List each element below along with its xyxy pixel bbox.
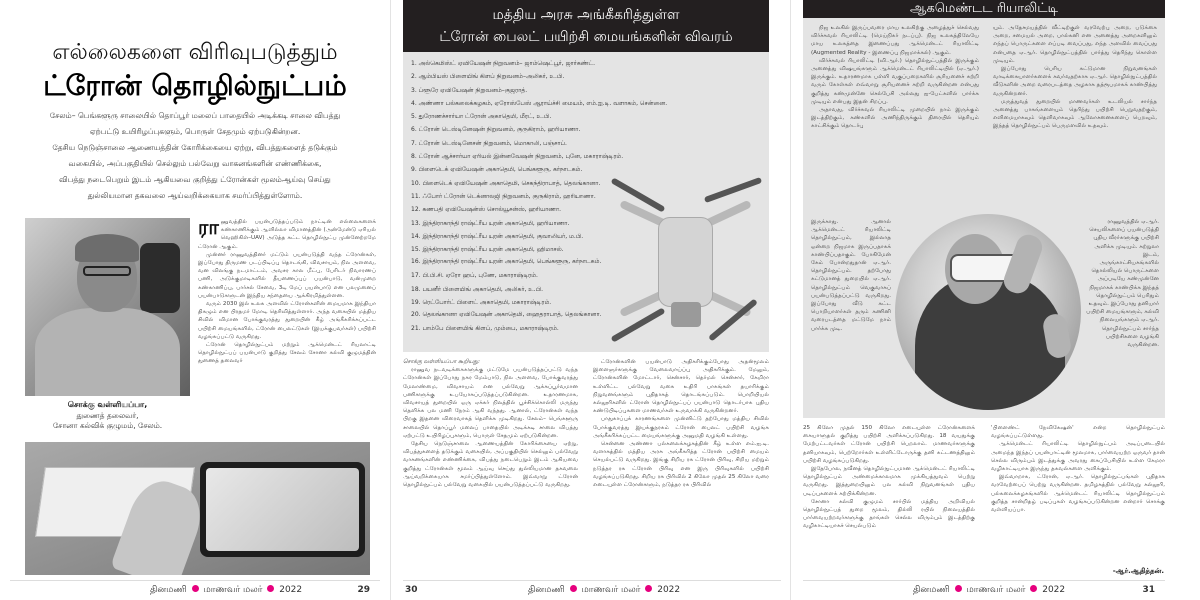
body-paragraph: சோனா கல்வி குழுமம் சார்பில் மத்திய அறிவியல் தொழில்நுட்பத் துறை மூலம், தில்லி ரயில் நிலையத்தில் பார்வையற்றவர்களுக்கு தாங்கள் செல்ல விரும்பும் இடத்திற்கு வழிகாட்டியாகச் செயல்படும்: [803, 498, 975, 530]
footer-section: மாணவர் மலர்: [203, 585, 263, 595]
body-paragraph: [198, 218, 376, 251]
training-centers-list: [411, 57, 763, 336]
photo-hair: [75, 234, 139, 262]
body-paragraph: இப்போது பெரிய கட்டுமான நிறுவனங்கள் வாடிக்கையாளர்களைக் கவர்வதற்காக ஏ.ஆர். தொழில்நுட்பத்தில் வீடுகளின் அறை வரைபடத்தை அழகாக தத்ரூபமாகக் காண்பித்து வருகின்றனர்.: [993, 66, 1157, 97]
list-item: 6. ட்ரோன் டெஸ்டினேஷன் நிறுவனம், குருகிராம், ஹரியாணா.: [411, 126, 581, 134]
bullet-dot-icon: [1030, 585, 1037, 592]
page-footer: [403, 580, 781, 600]
ar-feature-box: [803, 18, 1165, 418]
caption-role: துணைத் தலைவர்,: [76, 410, 139, 420]
bullet-dot-icon: [192, 585, 199, 592]
footer-rule: [10, 580, 380, 581]
author-byline: -ஆர்.ஆதித்தன்.: [1112, 567, 1164, 575]
bullet-dot-icon: [645, 585, 652, 592]
list-item: 10. பிளைடெக் ஏவியேஷன் அகாதெமி, செகந்திராபாத், தெலங்கானா.: [411, 179, 601, 187]
footer-section: மாணவர் மலர்: [581, 585, 641, 595]
list-item: 8. ட்ரோன் ஆச்சார்யா ஏரியல் இன்னவேஷன் நிறுவனம், புனே, மகாராஷ்டிரம்.: [411, 153, 624, 161]
list-item: 4. அண்ணா பல்கலைக்கழகம், ஏரோஸ்பேஸ் ஆராய்ச்சி மையம், எம்.ஐ.டி. வளாகம், சென்னை.: [411, 99, 668, 107]
bullet-dot-icon: [267, 585, 274, 592]
training-centers-box: [403, 52, 769, 352]
body-paragraph: விர்ச்சுவல் ரியாலிட்டி (வி.ஆர்.) தொழில்நுட்பத்தில் இருக்கும் அனைத்து விஷயங்களும் ஆக்மென்டட் ரியாலிட்டியில் (ஏ.ஆர்.) இருக்கும். உதாரணமாக பள்ளி வகுப்பறைகளில் சூரியனைச் சுற்றி வரும் கோள்கள் எவ்வாறு சூரியனைச் சுற்றி வருகின்றன என்பது குறித்து கண்முன்னே செல்பேசி அல்லது ஐ-பேட்களில் பார்க்க முடியும் என்பது இதன் சிறப்பு.: [811, 57, 979, 105]
article-columns: [403, 358, 769, 576]
list-item: 19. ரெட்போர்ட் பிளைட் அகாதெமி, மகாராஷ்டிரம்.: [411, 299, 552, 307]
lede-line: ஏற்பட்டு உயிரிழப்புகளும், பொருள் சேதமும் ஏற்படுகின்றன.: [89, 127, 301, 136]
list-item: 3. ப்ளூரே ஏவியேஷன் நிறுவனம்–குஜராத்.: [411, 86, 528, 94]
body-paragraph: 25 கிலோ முதல் 150 கிலோ எடையுள்ள ட்ரோன்களைக் கையாளுதல் குறித்து பயிற்சி அளிக்கப்படுகிறது. 18 வயதுக்கு மேற்பட்டவர்கள் ட்ரோன் பயிற்சி பெறலாம். மாணவர்களுக்கு தனியாகவும், பெற்றோர்கள் உள்ளிட்டோருக்கு தனி கட்டணத்திலும் பயிற்சி வழங்கப்படுகிறது.: [803, 425, 975, 464]
box-column: [811, 24, 979, 131]
photo-phone-screen: [206, 468, 359, 551]
article-body: [198, 218, 376, 436]
list-item: 1. அல்கெமிஸ்ட் ஏவியேஷன் நிறுவனம்– ஜாம்ஷெட்பூர், ஜார்கண்ட்.: [411, 60, 596, 67]
page-30: [390, 0, 790, 600]
section-banner: ஆகமெண்டட ரியாலிட்டி: [803, 0, 1165, 18]
box-wrap-right: ராணுவத்தில் ஏ.ஆர். செயலிகளைப் பயன்படுத்தி புதிய வீரர்களுக்கு பயிற்சி அளிக்க முடியும். சுற்றுலா இடம், அருங்காட்சியகங்களில் தொல்லியல் பொருட்களை அப்படியே கண்முன்னே நிஜமாகக் காண்பிக்க இந்தத் தொழில்நுட்பம் பெரிதும் உதவும். இப்போது தனியார் பயிற்சி மையங்களும், கல்வி நிலையங்களும் ஏ.ஆர். தொழில்நுட்பம் சார்ந்த பயிற்சிகளை வழங்கி வருகின்றன.: [1086, 219, 1159, 349]
body-paragraph: நிஜ உலகில் இருப்பவரை மாய உலகிற்கு அழைத்துச் செல்வது விர்ச்சுவல் ரியாலிட்டி (மெய்நிகர் நடப்பு). நிஜ உலகத்திலேயே மாய உலகத்தை இணைப்பது ஆக்மென்டட் ரியாலிட்டி (Augmented Reality - இணைப்பு நிஜமாக்கல்) ஆகும்.: [811, 25, 979, 56]
list-item: 12. கணபதி ஏவியேஷன்ஸ் சொல்யூசன்ஸ், ஹரியாணா.: [411, 206, 562, 214]
body-paragraph: அதாவது, விர்ச்சுவல் ரியாலிட்டி முறையில் நாம் இருக்கும் இடத்திற்கும், கண்களில் அணிந்திருக்கும் திரையில் தெரியும் காட்சிக்கும் தொடர்பு: [811, 107, 979, 130]
page-number: 29: [357, 585, 370, 595]
page-31: [790, 0, 1200, 600]
list-item: 15. இந்திராகாந்தி ராஷ்ட்ரீய யுரன் அகாதெமி, ஹிமாசல்.: [411, 246, 564, 254]
lede-line: வகையில், அப்பகுதியில் செல்லும் பல்வேறு வாகனங்களின் எண்ணிக்கை,: [68, 159, 322, 168]
footer-paper-name: தினமணி: [913, 585, 950, 595]
photo-caption: [25, 400, 190, 432]
footer-brand: [913, 585, 1065, 596]
lede-line: தேசிய நெடுஞ்சாலை ஆணையத்தின் கோரிக்கையை ஏற்று, விபத்துகளைத் தடுக்கும்: [52, 143, 338, 152]
body-paragraph: ட்ரோன்களின் பயன்பாடு அதிகரிக்கும்போது அதன்மூலம் இளைஞர்களுக்கு வேலைவாய்ப்பு அதிகரிக்கும். மேலும், ட்ரோன்களின் மோட்டார், சென்சார், தெர்மல் சென்சார், கேமிரா உள்ளிட்ட பல்வேறு வகை உதிரி பாகங்கள் தயாரிக்கும் நிறுவனங்களும் புதிதாகத் தொடங்கப்படும். பொறியியல் கல்லூரிகளில் ட்ரோன் தொழில்நுட்பப் பயன்பாடு தொடர்பாக புதிய கண்டுபிடிப்புகளை மாணவர்கள் உருவாக்கி வருகின்றனர்.: [593, 359, 769, 415]
body-paragraph: சென்னை அண்ணா பல்கலைக்கழகத்தின் கீழ் உள்ள எம்.ஐ.டி. வளாகத்தில் மத்திய அரசு அங்கீகரித்த ட்ரோன் பயிற்சி மையம் செயல்பட்டு வருகிறது. இங்கு சிறிய ரக ட்ரோன் பிரிவு, சிறிய மற்றும் நடுத்தர ரக ட்ரோன் பிரிவு என இரு பிரிவுகளில் பயிற்சி வழங்கப்படுகிறது. சிறிய ரக பிரிவில் 2 கிலோ முதல் 25 கிலோ வரை எடையுள்ள ட்ரோன்களும், நடுத்தர ரக பிரிவில்: [593, 441, 769, 489]
body-paragraph: வரும் 2030 இல் உலக அளவில் ட்ரோன்களின் மையமாக இந்தியா திகழும் என பிரதமர் மோடி தெரிவித்துள்ளார். அந்த வகையில் மத்திய சிவில் விமான போக்குவரத்து துறையின் கீழ் அங்கீகரிக்கப்பட்ட பயிற்சி மையங்களில், ட்ரோன் பைலட்டுகள் (இயக்குபவர்கள்) பயிற்சி வழங்கப்பட்டு வருகிறது.: [198, 301, 376, 340]
ar-phone-photo: [25, 442, 370, 575]
article-lede: [8, 108, 382, 204]
page-number: 30: [405, 585, 418, 595]
article-headline: ட்ரோன் தொழில்நுட்பம்: [43, 69, 347, 102]
banner-line: மத்திய அரசு அங்கீகரித்துள்ள: [492, 7, 680, 23]
body-paragraph: யும். அதேசமயத்தில் வீட்டிற்குள் வரவேற்பு அறை, படுக்கை அறை, சமையல் அறை, பால்கனி என அனைத்து அறைகளிலும் எந்தப் பொருட்களை எப்படி வைப்பது, எந்த அளவில் வைப்பது என்பதை ஏ.ஆர். தொழில்நுட்பத்தில் பார்த்து தெரிந்து கொள்ள முடியும்.: [993, 25, 1157, 64]
bullet-dot-icon: [955, 585, 962, 592]
photo-glasses: [83, 266, 131, 276]
column-subhead: சொக்கு வள்ளியப்பா கூறியது:: [403, 359, 481, 365]
list-item: 17. பி.பி.சி. ஏரோ ஹப், புணே, மகாராஷ்டிரம்.: [411, 272, 538, 280]
page-29: [0, 0, 390, 600]
list-item: 14. இந்திராகாந்தி ராஷ்ட்ரீய யுரன் அகாதெமி, குவாலியர், ம.பி.: [411, 232, 584, 240]
footer-year: 2022: [657, 585, 681, 595]
list-item: 18. பயனீர் பிளையிங் அகாதெமி, அலிகர், உ.பி.: [411, 285, 544, 293]
page-number: 31: [1142, 585, 1155, 595]
drop-cap: ரா: [198, 218, 219, 239]
list-item: 9. பிளைடெக் ஏவியேஷன் அகாதெமி, பெங்களூரு, கர்நாடகம்.: [411, 166, 583, 174]
lede-line: விபத்து நடைபெறும் இடம் ஆகியவை குறித்து ட்ரோன்கள் மூலம்ஆய்வு செய்து: [59, 175, 331, 184]
footer-rule: [803, 580, 1165, 581]
article-column: [803, 424, 975, 531]
lede-line: துல்லியமான தகவலை ஆய்வறிக்கையாக சமர்ப்பித்துள்ளோம்.: [87, 191, 303, 200]
box-wrap-left: இருக்காது. ஆனால் ஆக்மென்டட் ரியாலிட்டி தொழில்நுட்பம், இல்லாத ஒன்றை நிஜமாக இருப்பதாகக் காண்பிப்பதாகும். போகிமேன் கேம் போன்றதுதான் ஏ.ஆர். தொழில்நுட்பம். தற்போது கட்டுமானத் துறையில் ஏ.ஆர். தொழில்நுட்பம் வெகுவாகப் பயன்படுத்தப்பட்டு வருகிறது. இப்போது வீடு கட்ட பொறியாளர்கள் தரும் கணினி வரைபடத்தை மட்டுமே நாம் பார்க்க முடி.: [811, 219, 891, 332]
photo-chair: [140, 243, 180, 313]
body-paragraph: ராணுவ நடவடிக்கைகளுக்கு மட்டுமே பயன்படுத்தப்பட்டு வந்த ட்ரோன்கள் இப்போது நகர மேம்பாடு, நில அளவை, போக்குவரத்து மேலாண்மை, விவசாயம் என பல்வேறு ஆக்கப்பூர்வமான பணிகளுக்கு உபயோகப்படுத்தப்படுகின்றன. உதாரணமாக, விவசாயத் துறையில் ஒரு ஏக்கர் நிலத்தில் பூச்சிக்கொல்லி மருந்து தெளிக்க பல மணி நேரம் ஆகி வந்தது. ஆனால், ட்ரோன்கள் வந்த பிறகு இதனை விரைவாகத் தெளிக்க முடிகிறது. சேலம்– பெங்களூரு சாலையில் தொப்பூர் மலைப் பாதையில் அடிக்கடி சாலை விபத்து ஏற்பட்டு உயிரிழப்புகளும், பொருள் சேதமும் ஏற்படுகின்றன.: [403, 367, 578, 439]
footer-paper-name: தினமணி: [528, 585, 565, 595]
footer-section: மாணவர் மலர்: [966, 585, 1026, 595]
footer-brand: [150, 585, 302, 596]
footer-paper-name: தினமணி: [150, 585, 187, 595]
body-paragraph: ஆக்மென்டட் ரியாலிட்டி தொழில்நுட்பம் அடிப்படையில் அமைந்த இந்தப் பயன்பாட்டின் மூலமாக, பார்வையற்ற ஒருவர் தான் செல்ல விரும்பும் இடத்துக்கு அவரது கைப்பேசியில் உள்ள கேமரா வழிகாட்டியாக இருந்து தகவல்களை அளிக்கும்.: [991, 441, 1165, 473]
page-footer: [10, 580, 380, 600]
photo-body: [35, 308, 180, 396]
banner-line: ட்ரோன் பைலட் பயிற்சி மையங்களின் விவரம்: [439, 29, 733, 45]
list-item: 21. பாம்பே பிளையிங் கிளப், மும்பை, மகாராஷ்டிரம்.: [411, 325, 559, 333]
article-column: [403, 358, 578, 489]
list-item: 7. ட்ரோன் டெஸ்டினேசன் நிறுவனம், மொகாலி, பஞ்சாப்.: [411, 139, 567, 147]
list-item: 2. ஆம்பியஸ் பிளையிங் கிளப் நிறுவனம்–அலிகர், உ.பி.: [411, 73, 565, 81]
list-item: 5. துரோணச்சார்யா ட்ரோன் அகாதெமி, மீரட், உ.பி.: [411, 113, 552, 121]
page-footer: [803, 580, 1165, 600]
footer-brand: [528, 585, 680, 596]
list-item: 20. தெலங்கானா ஏவியேஷன் அகாதெமி, ஹைதராபாத், தெலங்கானா.: [411, 311, 602, 319]
body-paragraph: ட்ரோன் தொழில்நுட்பம் மற்றும் ஆக்மென்டட் ரியலாட்டி தொழில்நுட்பப் பயன்பாடு குறித்து சேலம் சோனா கல்வி குழுமத்தின் துணைத் தலைவர்: [198, 342, 376, 365]
article-kicker: எல்லைகளை விரிவுபடுத்தும்: [52, 40, 338, 65]
body-text: ணுவத்தில் பயன்படுத்தப்படும் நாட்டின் எல்லைகளைக் கண்காணிக்கும் ஆளில்லா விமானத்தின் (அன்மேன்டு ஏரியல் வெஹிகிள்–UAV) அடுத்த கட்ட தொழில்நுட்ப முன்னேற்றமே ட்ரோன் ஆகும்.: [198, 219, 376, 250]
body-paragraph: மருத்துவத் துறையில் மாணவர்கள் உடலியல் சார்ந்த அனைத்து பாகங்களையும் தெரிந்து பயிற்சி பெறுவதற்கும், எளிமையாகவும் தெளிவாகவும் ஆலோசனைகளைப் பெறவும், இந்தத் தொழில்நுட்பம் பெருமளவில் உதவும்.: [993, 98, 1157, 130]
box-column: [993, 24, 1157, 131]
list-item: 11. ஃபோர் ட்ரோன் டெக்னாலஜி நிறுவனம், குருகிராம், ஹரியாணா.: [411, 192, 596, 200]
article-columns: [803, 424, 1165, 564]
caption-org: சோனா கல்விக் குழுமம், சேலம்.: [52, 421, 163, 430]
body-paragraph: பாதுகாப்புக் காரணங்களை முன்னிட்டு தற்போது மத்திய சிவில் போக்குவரத்து இயக்குநரகம் ட்ரோன் பைலட் பயிற்சி வழங்க அங்கீகரிக்கப்பட்ட மையங்களுக்கு அனுமதி வழங்கி உள்ளது.: [593, 416, 769, 439]
body-paragraph: இதேபோல, நவீனத் தொழில்நுட்பமான ஆக்மென்டட் ரியாலிட்டி தொழில்நுட்பம் அண்மைக்காலமாக முக்கியத்துவம் பெற்று வருகிறது. இத்துறையிலும் பல கல்வி நிறுவனங்கள் புதிய படிப்புகளைக் கற்பிக்கின்றன.: [803, 466, 975, 497]
portrait-photo: [25, 218, 190, 396]
lede-line: சேலம்– பெங்களூரு சாலையில் தொப்பூர் மலைப் பாதையில் அடிக்கடி சாலை விபத்து: [49, 111, 341, 120]
article-column: [991, 424, 1165, 514]
body-paragraph: இவ்வாறாக, ட்ரோன், ஏ.ஆர். தொழில்நுட்பங்கள் புதிதாக வரவேற்பைப் பெற்று வருகின்றன. தமிழகத்தில் பல்வேறு கல்லூரி, பல்கலைக்கழகங்களில் ஆக்மென்டட் ரியாலிட்டி தொழில்நுட்பம் குறித்த சான்றிதழ் படிப்புகள் வழங்கப்படுகின்றன என்றார் சொக்கு வள்ளியப்பா.: [991, 474, 1165, 514]
section-banner: [403, 0, 769, 52]
list-item: 16. இந்திராகாந்தி ராஷ்ட்ரீய யுரன் அகாதெமி, பெங்களூரு, கர்நாடகம்.: [411, 258, 602, 266]
body-paragraph: முன்னர் ராணுவத்தினர் மட்டும் பயன்படுத்தி வந்த ட்ரோன்கள், இப்போது திருமண படப்பிடிப்பு தொடங்கி, விவசாயம், நில அளவை, வன விலங்கு நடமாட்டம், அவசர கால மீட்பு, பேரிடர் நிவாரணப் பணி, அடுக்குமாடிகளில் தீயணைப்புப் பயன்பாடு, வன்முறை கண்காணிப்பு, பார்சல் சேவை, 3டி மேப் பயன்பாடு என பலமுனைப் பயன்பாடுகளுடன் இந்திய சந்தையை ஆக்கிரமித்துள்ளன.: [198, 251, 376, 299]
footer-year: 2022: [279, 585, 303, 595]
article-column: [593, 358, 769, 489]
body-paragraph: தேசிய நெடுஞ்சாலை ஆணையத்தின் கோரிக்கையை ஏற்று, விபத்துகளைத் தடுக்கும் வகையில், அப்பகுதியில் செல்லும் பல்வேறு வாகனங்களின் எண்ணிக்கை, விபத்து நடைபெறும் இடம் ஆகியவை குறித்து ட்ரோன்கள் மூலம் ஆய்வு செய்து துல்லியமான தகவலை ஆய்வறிக்கையாக சமர்ப்பித்துள்ளோம். இவ்வாறு ட்ரோன் தொழில்நுட்பம் பல்வேறு வகையில் பயன்படுத்தப்பட்டு வருகிறது.: [403, 441, 578, 489]
footer-rule: [403, 580, 781, 581]
caption-name: சொக்கு வள்ளியப்பா,: [67, 400, 148, 409]
list-item: 13. இந்திராகாந்தி ராஷ்ட்ரீய யுரன் அகாதெமி, ஹரியாணா.: [411, 219, 570, 227]
vr-headset-photo: [895, 214, 1081, 410]
body-paragraph: 'பிளைண்ட் நேவிகேஷன்' என்ற தொழில்நுட்பம் வழங்கப்பட்டுள்ளது.: [991, 425, 1165, 440]
bullet-dot-icon: [570, 585, 577, 592]
footer-year: 2022: [1042, 585, 1066, 595]
